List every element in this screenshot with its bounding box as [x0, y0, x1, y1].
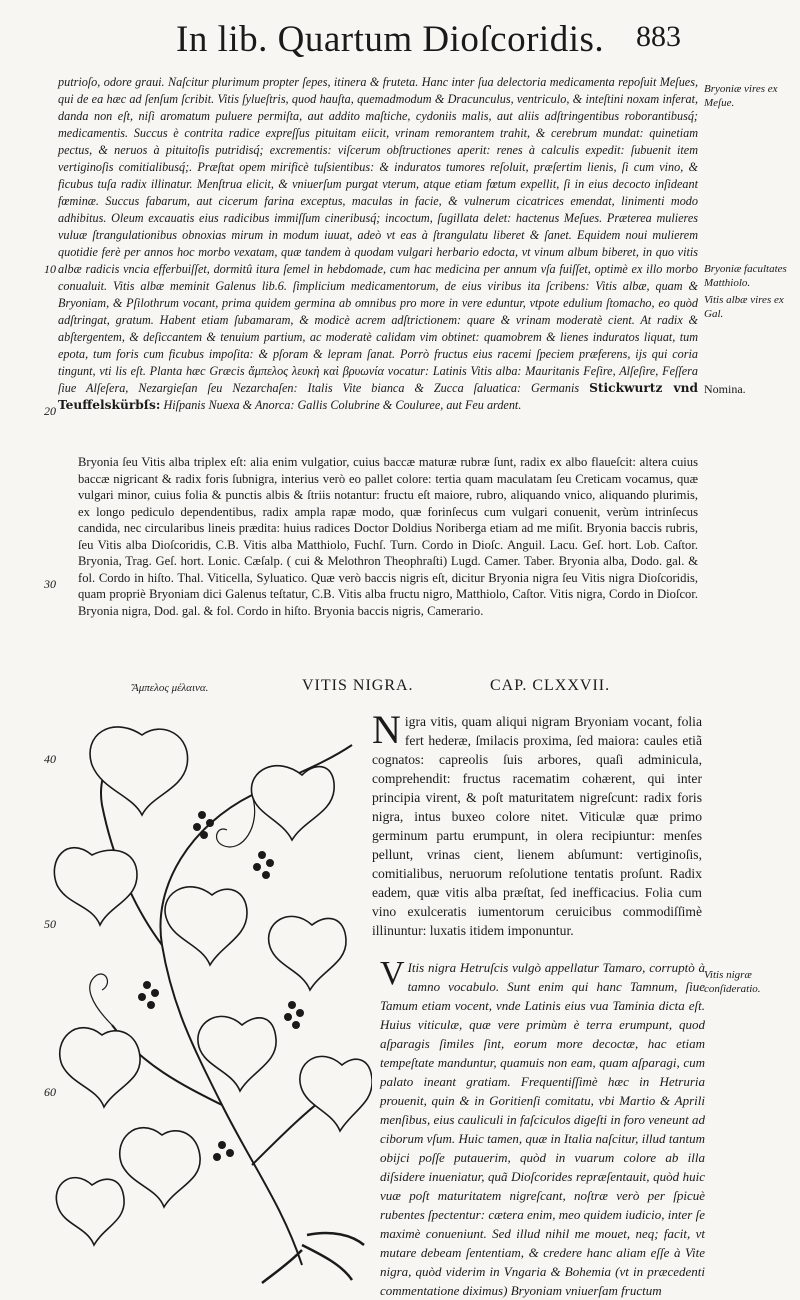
chapter-title: VITIS NIGRA.	[302, 677, 414, 694]
heart-leaf	[251, 766, 334, 840]
heart-leaf	[120, 1128, 200, 1207]
commentary-text: putrioſo, odore graui. Naſcitur plurimum propter ſepes, itinera & fruteta. Hanc inter ſua delectoria medicamenta repoſuit Meſues, qui de ea hæc ad ſenſum ſcribit. Vitis ſylueſtris, quod hauſta, quemadmodum & Dracunculus, ventriculo, & inteſtini noxam inferat, danda non eſt, niſi aromatum puluere permiſta, aut addito maſtiche, cydoniis malis, aut aliis adſtringentibus roborantibusq́; medicamentis. Succus è contrita radice expreſſus pituitam eiicit, vrinam remorantem trahit, & cerebrum mundat: quinetiam pectus, & neruos à pituitoſis putridisq́; excrementis: viſcerum obſtructiones aperit: renes à calculis expedit: ſubuenit item vertiginoſis comitialibusq́;. Præſtat opem mirificè tuſsientibus: & induratos tumores reſoluit, præſertim lienis, ſi cum vino, & ficubus tuſa radix illinatur. Menſtrua elicit, & vniuerſum purgat vterum, atque etiam fœtum expellit, ſi in eius decocto inſideant fœminæ. Succus fabarum, aut cicerum farina exceptus, maculas in facie, & vulnerum cicatrices emendat, linimenti modo adhibitus. Oleum excauatis eius radicibus immiſſum cineribusq́; incoctum, ſugillata delet: hactenus Meſues. Præterea mulieres vuluæ ſtrangulationibus obnoxias mirum in modum iuuat, adeò vt eas à ſtrangulatu liberet & ſanet. Equidem noui mulierem quotidie ferè per annos hoc morbo vexatam, quæ tandem à quodam vulgari herbario edocta, vt vinum album biberet, in quo vitis albæ radicis vncia efferbuiſſet, dormitû itura ſemel in hebdomade, cum hac medicina per annum vſa fuiſſet, optimè ex illo morbo conualuit. Vitis albæ meminit Galenus lib.6. ſimplicium medicamentorum, de eius viribus ita ſcribens: Vitis albæ, quam & Bryoniam, & Pſilothrum vocant, prima quidem germina ab omnibus pro more in vere eduntur, vtpote edulium ſtomacho, eo quòd adſtringat, gratum. Habent etiam ſubamaram, & modicè acrem adſtrictionem: quare & vrinam moderatè cient. At radix & abſtergentem, & deſiccantem & tenuium partium, ac moderatè calidam vim obtinet: quamobrem & lienes induratos liquat, tum epota, tum foris cum ficubus impoſita: & pſoram & lepram ſanat. Porrò fructus eius racemi ſpeciem præferens, ijs qui coria tingunt, vti lis eſt. Planta hæc Græcis ἄμπελος λευκὴ καὶ βρυωνία vocatur: Latinis Vitis alba: Mauritanis Feſire, Alſeſire, Feſſera ſiue Alſeſera, Nezargieſan ſeu Nezarchaſen: Italis Vite bianca & Zucca ſaluatica: Germanis	[58, 75, 698, 395]
berry	[296, 1009, 304, 1017]
page-number: 883	[636, 20, 681, 53]
berry	[151, 989, 159, 997]
berry	[292, 1021, 300, 1029]
side-note-bryonia-facultates: Bryoniæ facultates Matthiolo.	[704, 263, 787, 289]
side-note-nomina: Nomina.	[704, 382, 746, 396]
root	[307, 1233, 364, 1245]
main-stem	[160, 745, 352, 1265]
dioscorides-body: igra vitis, quam aliqui nigram Bryoniam vocant, folia fert hederæ, ſmilacis proxima, ſed maiora: caules etiã cognatos: capreolis ſuis arbores, quaſi adminicula, comprehendit: fructus racematim cohærent, qui inter principia virent, & poſt maturitatem nigreſcunt: radix foris nigra, intus buxeo colore nitet. Viticulæ quæ primo germinum partu erumpunt, in olera recipiuntur: menſes pellunt, vrinas cient, lienem abſumunt: vertiginoſis, comitialibus, neruorum reſolutione tentatis proſunt. Radix eadem, quæ vitis alba præſtat, ſed inefficacius. Folia cum vino exulceratis iumentorum ceruicibus commodiſſimè illinuntur: luxatis itidem imponuntur.	[372, 714, 702, 938]
dropcap-n: N	[372, 707, 401, 752]
berry	[147, 1001, 155, 1009]
matthiolus-commentary	[380, 955, 705, 1300]
berry	[138, 993, 146, 1001]
german-names: Stickwurtz vnd Teuffelskürbſs:	[58, 381, 699, 412]
dioscorides-text	[372, 707, 702, 940]
berry	[206, 819, 214, 827]
berry	[262, 871, 270, 879]
side-note-vitis-alba-gal: Vitis albæ vires ex Gal.	[704, 294, 784, 320]
heart-leaf	[54, 848, 137, 925]
running-title: In lib. Quartum Dioſcoridis.	[176, 19, 605, 60]
heart-leaf	[269, 916, 346, 990]
berry	[258, 851, 266, 859]
berry	[218, 1141, 226, 1149]
commentary-block	[58, 74, 698, 414]
berry	[253, 863, 261, 871]
heart-leaf	[300, 1056, 372, 1131]
berry	[226, 1149, 234, 1157]
line-number-30: 30	[44, 577, 56, 591]
line-number-40: 40	[44, 752, 56, 766]
tendril	[217, 795, 255, 847]
heart-leaf	[60, 1028, 140, 1107]
berry	[198, 811, 206, 819]
berry	[213, 1153, 221, 1161]
berry	[288, 1001, 296, 1009]
page-header	[0, 18, 800, 68]
berry	[266, 859, 274, 867]
side-note-vitis-nigra-consideratio: Vitis nigræ conſideratio.	[704, 969, 761, 995]
matthiolus-body: Itis nigra Hetruſcis vulgò appellatur Tamaro, corruptò à tamno vocabulo. Sunt enim qui hanc Tamnum, ſiue Tamum etiam vocent, vnde Latinis eius vua Taminia dicta eſt. Huius viticulæ, quæ vere primùm è terra erumpunt, quod aſparagis ſimiles ſint, eorum more decoctæ, hac etiam tempeſtate manduntur, quamuis non eam, quam aſparagi, cum palato ineant gratiam. Frequentiſſimè hæc in Hetruria prouenit, quin & in Goritienſi comitatu, vbi Martio & Aprili menſibus, eius cauliculi in faſciculos digeſti in foro veneunt ad ciborum vſum. Huic tamen, quæ in Italia naſcitur, illud tantum obijci poſſe putauerim, quòd in vuarum colore ab illa diſsidere inueniatur, quã Dioſcorides repræſentauit, quòd huic vuæ poſt maturitatem nigreſcant, noſtræ verò per ſpicuè rubentes ſpectentur: cætera enim, meo quidem iudicio, inter ſe maximè conueniunt. Sed illud nihil me mouet, neq; facit, vt mutare debeam ſententiam, & credere hanc aliam eſſe à Vite nigra, quòd viderim in Vngaria & Bohemia (vt in præcedenti commentatione diximus) Bryoniam vniuerſam fructum	[380, 960, 705, 1298]
chapter-number: CAP. CLXXVII.	[490, 677, 611, 694]
berry	[143, 981, 151, 989]
root	[302, 1245, 352, 1280]
line-number-10: 10	[44, 262, 56, 276]
side-note-bryonia-mesue: Bryoniæ vires ex Meſue.	[704, 83, 778, 109]
line-number-60: 60	[44, 1085, 56, 1099]
greek-title: Ἄμπελος μέλαινα.	[132, 682, 209, 694]
heart-leaf	[90, 727, 188, 815]
berry	[193, 823, 201, 831]
berry	[284, 1013, 292, 1021]
vitis-nigra-woodcut	[52, 705, 372, 1285]
heart-leaf	[56, 1178, 124, 1245]
commentary-tail: Hiſpanis Nuexa & Anorca: Gallis Colubrine & Couluree, aut Feu ardent.	[163, 398, 522, 412]
tendril	[90, 974, 112, 1025]
heart-leaf	[165, 887, 247, 965]
dropcap-v: V	[380, 955, 405, 992]
line-number-50: 50	[44, 917, 56, 931]
synonyms-text: Bryonia ſeu Vitis alba triplex eſt: alia enim vulgatior, cuius baccæ maturæ rubræ ſunt, radix ex albo flaueſcit: altera cuius baccæ nigricant & radix foris ſubnigra, interius verò eo pallet colore: tertia quam maculatam ſeu Creticam vocamus, quæ vulgari minor, cuius folia & punctis albis & ſtriis notantur: fructu eſt maiore, rubro, aliquando vnico, aliquando plurimis, ex longo pediculo dependentibus, radix ampla rapæ modo, quæ forinſecus cum vulgari conuenit, verùm intrinſecus candida, nec circularibus lineis prædita: huius radices Doctor Doldius Noriberga etiam ad me miſit. Bryonia baccis rubris, ſeu Vitis alba Dioſcoridis, C.B. Vitis alba Matthiolo, Fuchſ. Turn. Cordo in Dioſc. Anguil. Lacu. Geſ. hort. Lob. Caſtor. Bryonia, Trag. Geſ. hort. Lonic. Cæſalp. ( cui & Melothron Theophraſti) Lugd. Camer. Taber. Bryonia alba, Dodo. gal. & fol. Cordo in hiſto. Thal. Viticella, Syluatico. Quæ verò baccis nigris eſt, dicitur Bryonia nigra ſeu Vitis nigra Dioſcoridis, quam propriè Bryoniam dici Galenus teſtatur, C.B. Vitis alba fructu nigro, Matthiolo, Caſtor. Vitis nigra, Cordo in Dioſcor. Bryonia nigra, Dod. gal. & fol. Cordo in hiſto. Bryonia baccis nigris, Camerario.	[78, 455, 698, 618]
synonyms-block	[78, 454, 698, 619]
berry	[200, 831, 208, 839]
root	[262, 1250, 302, 1283]
line-number-20: 20	[44, 404, 56, 418]
